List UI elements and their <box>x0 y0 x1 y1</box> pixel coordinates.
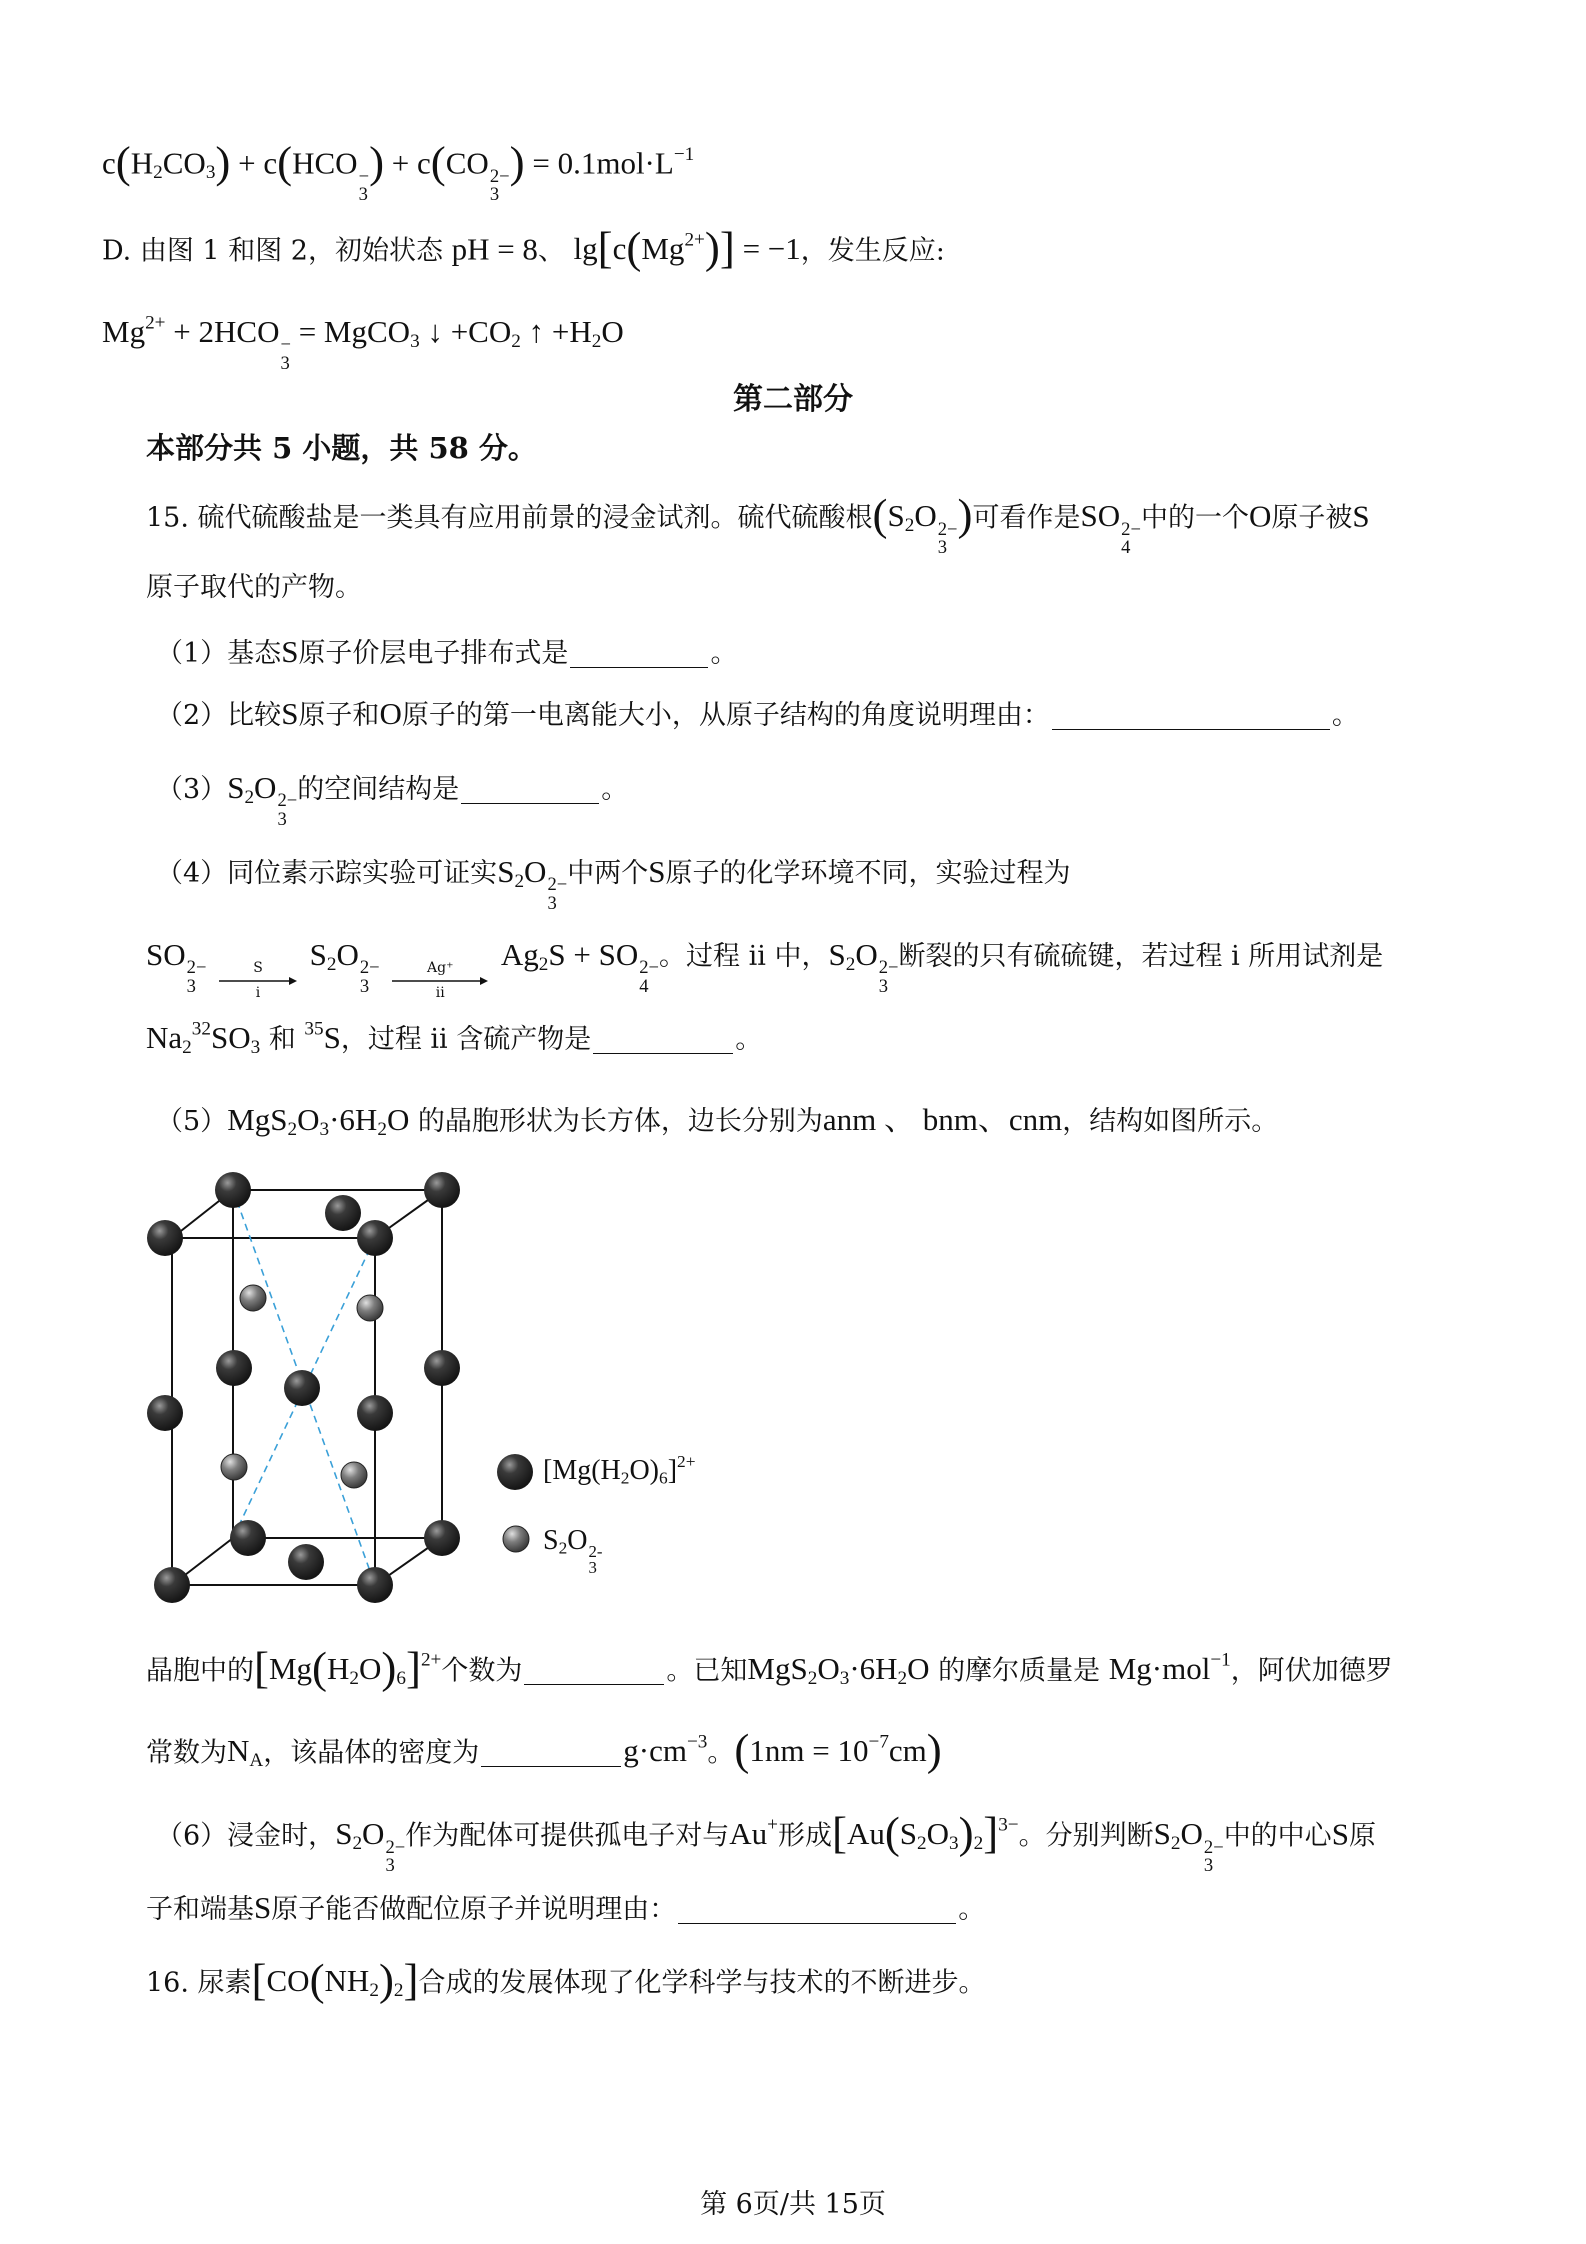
q15-part4-line3: $Na_2^{32}SO_3$ 和 $^{35}$S，过程 ii 含硫产物是 。 <box>146 1018 763 1058</box>
answer-blank[interactable] <box>570 637 708 668</box>
legend-mg-marker <box>495 1452 535 1492</box>
answer-blank[interactable] <box>593 1023 733 1054</box>
q15-stem-line1: 15. 硫代硫酸盐是一类具有应用前景的浸金试剂。硫代硫酸根($S_2O$ 2− 3 )可看作是SO 2− 4 中的一个O原子被S <box>146 490 1370 559</box>
legend-s2o3-label: $S_2O$ 2- 3 <box>543 1525 603 1578</box>
answer-blank[interactable] <box>678 1893 956 1924</box>
q15-part5-question-line2: 常数为$N_A$，该晶体的密度为 $g\cdot cm^{-3}$。$(1nm = 10^{-7}cm)$ <box>146 1725 942 1775</box>
q15-part6-line2: 子和端基S原子能否做配位原子并说明理由： 。 <box>146 1890 986 1925</box>
q15-part3: $(3)S_2O$ 2− 3 的空间结构是 。 <box>156 770 629 830</box>
q15-part1: （1）基态S原子价层电子排布式是 。 <box>156 634 738 669</box>
reaction-equation: $Mg^{2+} + 2HCO$ − 3 = MgCO$_3$ ↓ $+CO_2$ ↑ $+H_2O$ <box>102 312 624 374</box>
answer-blank[interactable] <box>481 1736 621 1767</box>
section-title: 第二部分 <box>733 382 853 417</box>
reaction-arrow-2: Ag⁺ ii <box>392 961 488 1001</box>
q15-part5: $(5)MgS_2O_3\cdot 6H_2O$ 的晶胞形状为长方体，边长分别为anm 、 bnm、cnm，结构如图所示。 <box>156 1102 1279 1140</box>
answer-blank[interactable] <box>1052 699 1330 730</box>
legend-s2o3-marker <box>499 1522 533 1556</box>
unit-cell-diagram <box>130 1170 510 1610</box>
q15-stem-line2: 原子取代的产物。 <box>146 572 362 603</box>
q15-part4-line1: （4）同位素示踪实验可证实$S_2O$ 2− 3 中两个S原子的化学环境不同，实验过程为 <box>156 854 1071 914</box>
q15-part6-line1: （6）浸金时，$S_2O$ 2− 3 作为配体可提供孤电子对与Au+形成$[Au(S_2O_3)_2]^{3-}$。分别判断$S_2O$ 2− 3 中的中心S原 <box>156 1808 1376 1877</box>
page-footer: 第 6页/共 15页 <box>700 2189 886 2220</box>
section-intro: 本部分共 5 小题，共 58 分。 <box>146 431 537 465</box>
concentration-equation: $c(H_2CO_3) + c(HCO$ − 3 ) + c(CO 2− 3 ) = $0.1mol\cdot L^{-1}$ <box>102 137 695 206</box>
reaction-arrow-1: S i <box>219 961 297 1001</box>
q15-part5-question-line1: 晶胞中的$[Mg(H_2O)_6]^{2+}$个数为 。已知$MgS_2O_3\cdot 6H_2O$ 的摩尔质量是 Mg·mol$^{-1}$，阿伏加德罗 <box>146 1643 1393 1693</box>
legend-mg-label: $[Mg(H_2O)_6]^{2+}$ <box>543 1451 696 1488</box>
q15-part2: （2）比较S原子和O原子的第一电离能大小，从原子结构的角度说明理由： 。 <box>156 696 1359 731</box>
answer-blank[interactable] <box>524 1654 664 1685</box>
q16-stem: 16. 尿素$[CO(NH_2)_2]$合成的发展体现了化学科学与技术的不断进步。 <box>146 1955 986 2005</box>
q15-part4-line2: SO 2− 3 S i $S_2O$ 2− 3 Ag⁺ ii $Ag_2S$ + SO 2− 4 。过程 ii 中，$S_2O$ 2− 3 断裂的只有硫硫键，若过程 i 所用试剂是 <box>146 937 1384 1001</box>
answer-blank[interactable] <box>461 773 599 804</box>
option-d: D. 由图 1 和图 2，初始状态 pH = 8、 $\lg[c(Mg^{2+})] = -1$，发生反应: <box>102 223 945 273</box>
